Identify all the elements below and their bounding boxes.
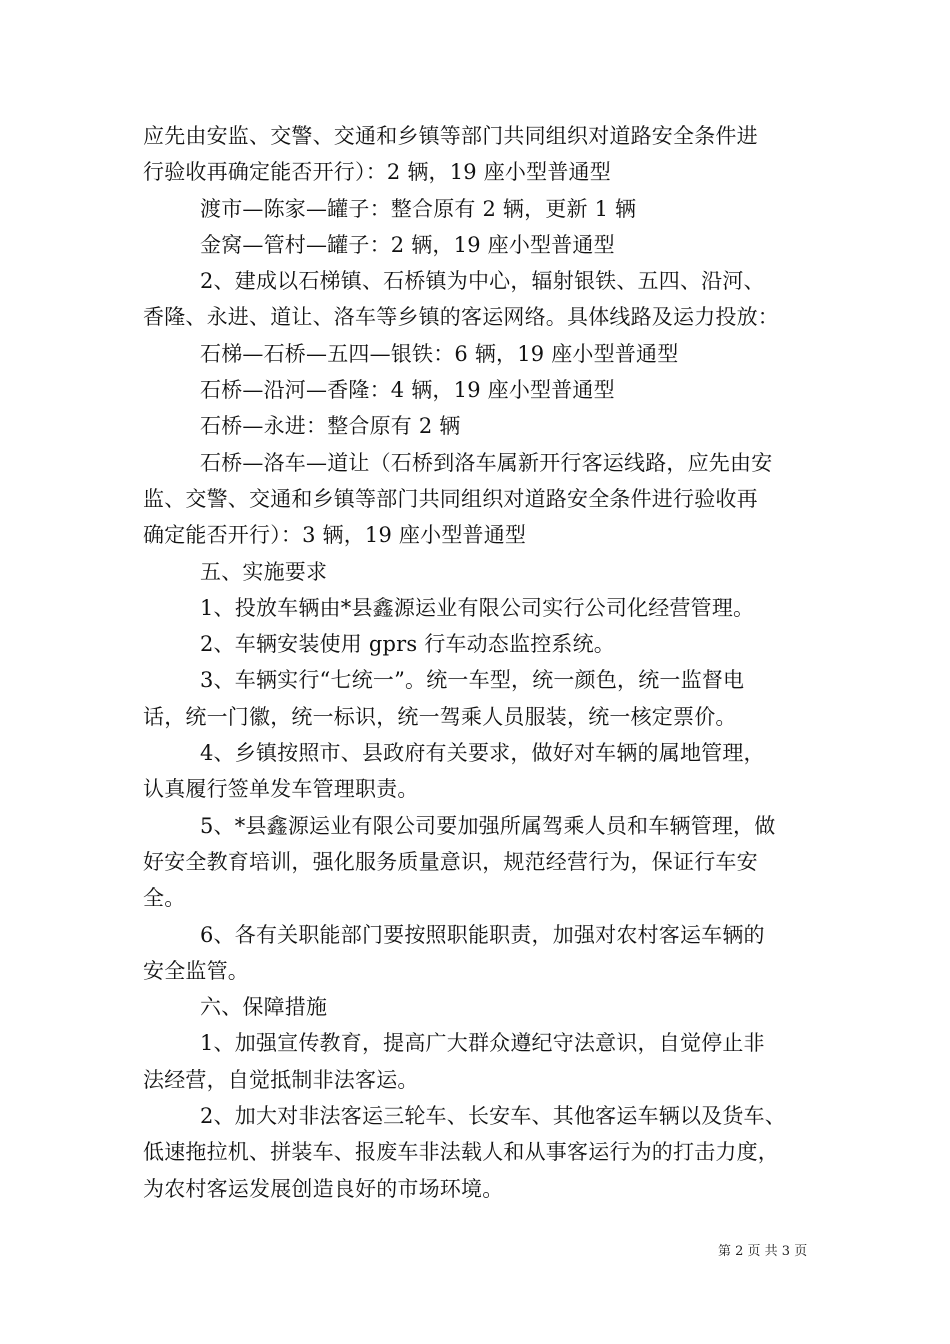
text-line: 石桥—永进：整合原有 2 辆 [200, 414, 461, 439]
text-line: 2、建成以石梯镇、石桥镇为中心，辐射银铁、五四、沿河、 [200, 269, 765, 294]
text-line: 五、实施要求 [200, 559, 328, 584]
document-lines [143, 118, 813, 1207]
text-line: 话，统一门徽，统一标识，统一驾乘人员服装，统一核定票价。 [143, 704, 737, 729]
text-line: 3、车辆实行“七统一”。统一车型，统一颜色，统一监督电 [200, 668, 745, 693]
text-line: 金窝—管村—罐子：2 辆，19 座小型普通型 [200, 232, 615, 257]
text-line: 石桥—洛车—道让（石桥到洛车属新开行客运线路，应先由安 [200, 450, 773, 475]
text-line: 认真履行签单发车管理职责。 [143, 777, 419, 802]
text-line: 六、保障措施 [200, 995, 328, 1020]
text-line: 4、乡镇按照市、县政府有关要求，做好对车辆的属地管理， [200, 741, 765, 766]
text-line: 香隆、永进、道让、洛车等乡镇的客运网络。具体线路及运力投放： [143, 305, 779, 330]
text-line: 石桥—沿河—香隆：4 辆，19 座小型普通型 [200, 378, 615, 403]
text-line: 1、加强宣传教育，提高广大群众遵纪守法意识，自觉停止非 [200, 1031, 765, 1056]
text-line: 2、加大对非法客运三轮车、长安车、其他客运车辆以及货车、 [200, 1104, 786, 1129]
text-line: 安全监管。 [143, 958, 249, 983]
text-line: 2、车辆安装使用 gprs 行车动态监控系统。 [200, 632, 616, 657]
text-line: 1、投放车辆由*县鑫源运业有限公司实行公司化经营管理。 [200, 595, 755, 620]
text-line: 法经营，自觉抵制非法客运。 [143, 1067, 419, 1092]
page-number-footer: 第 2 页 共 3 页 [718, 1244, 808, 1259]
document-body [143, 118, 813, 1207]
text-line: 全。 [143, 886, 186, 911]
text-line: 确定能否开行）：3 辆，19 座小型普通型 [143, 523, 527, 548]
text-line: 为农村客运发展创造良好的市场环境。 [143, 1176, 504, 1201]
text-line: 6、各有关职能部门要按照职能职责，加强对农村客运车辆的 [200, 922, 765, 947]
text-line: 低速拖拉机、拼装车、报废车非法载人和从事客运行为的打击力度， [143, 1140, 779, 1165]
text-line: 行验收再确定能否开行）：2 辆，19 座小型普通型 [143, 160, 611, 185]
text-line: 监、交警、交通和乡镇等部门共同组织对道路安全条件进行验收再 [143, 486, 758, 511]
text-line: 石梯—石桥—五四—银铁：6 辆，19 座小型普通型 [200, 341, 679, 366]
text-line: 渡市—陈家—罐子：整合原有 2 辆，更新 1 辆 [200, 196, 637, 221]
text-line: 应先由安监、交警、交通和乡镇等部门共同组织对道路安全条件进 [143, 124, 758, 148]
text-line: 好安全教育培训，强化服务质量意识，规范经营行为，保证行车安 [143, 849, 758, 874]
text-line: 5、*县鑫源运业有限公司要加强所属驾乘人员和车辆管理，做 [200, 813, 776, 838]
